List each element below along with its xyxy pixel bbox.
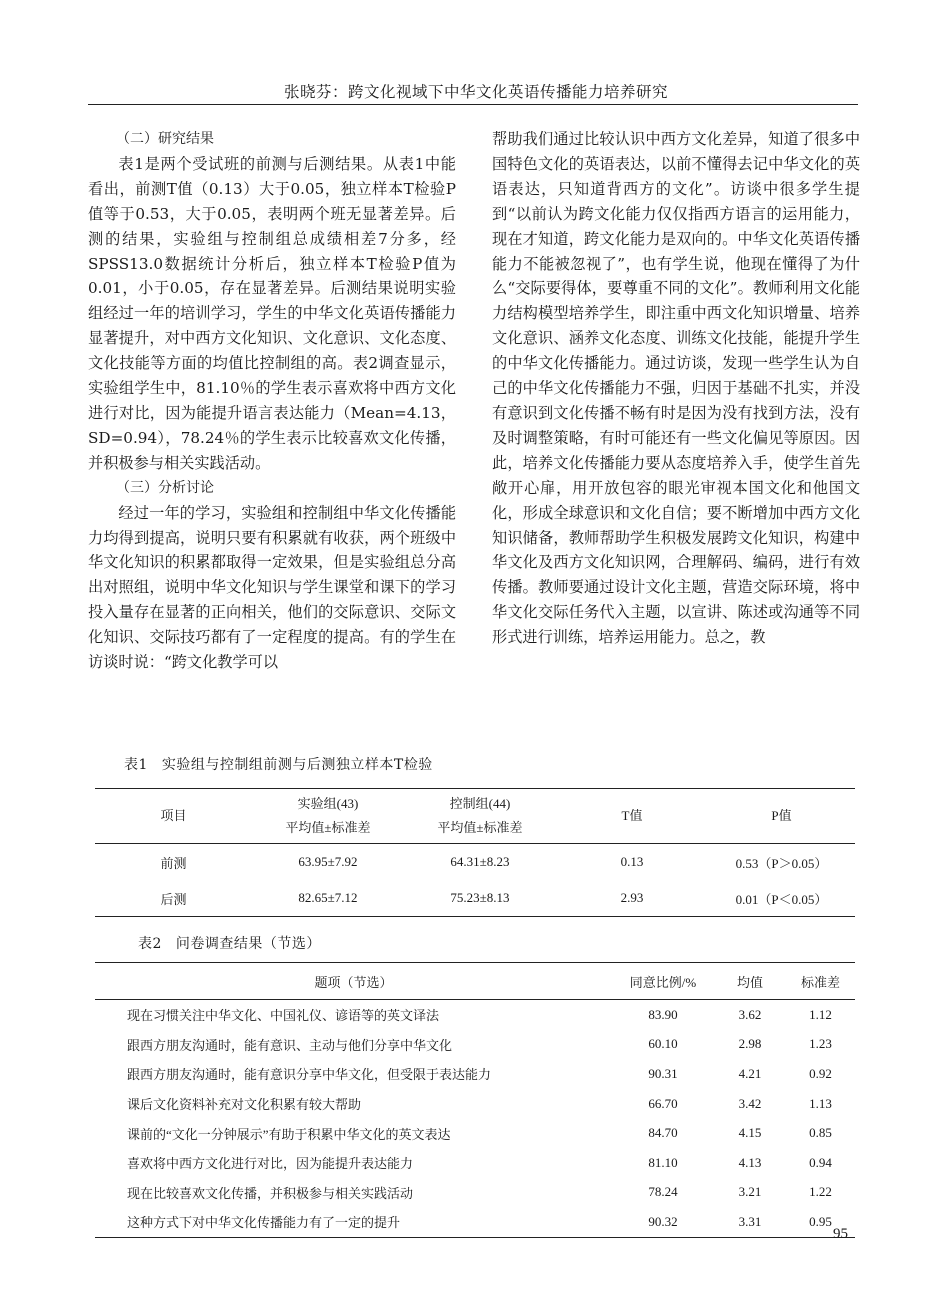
table2-cell-sd: 0.94 (809, 1154, 832, 1170)
header-rule (88, 104, 858, 105)
table2-cell-question: 跟西方朋友沟通时，能有意识、主动与他们分享中华文化 (127, 1037, 453, 1053)
table2-cell-ratio: 90.32 (648, 1213, 678, 1229)
table1-cell-t: 2.93 (620, 890, 644, 905)
table2-header-mean: 均值 (714, 963, 786, 1000)
table2-cell-question: 现在习惯关注中华文化、中国礼仪、谚语等的英文译法 (127, 1008, 440, 1024)
table2-header-question: 题项（节选） (95, 963, 612, 1000)
table2-cell-ratio: 60.10 (648, 1036, 678, 1052)
table2-header-row (95, 963, 855, 1000)
left-column (88, 127, 456, 675)
table2-cell-question: 喜欢将中西方文化进行对比，因为能提升表达能力 (127, 1156, 414, 1172)
table1-cell-exp: 82.65±7.12 (298, 890, 358, 905)
table-row (95, 1000, 855, 1030)
table-row (95, 1059, 855, 1089)
table2-header-ratio: 同意比例/% (612, 963, 714, 1000)
table2-cell-ratio: 84.70 (648, 1125, 678, 1141)
table2-cell-sd: 0.85 (809, 1125, 832, 1141)
table2-cell-mean: 3.62 (738, 1006, 762, 1022)
table1-cell-item: 前测 (160, 855, 187, 871)
table2-header-sd: 标准差 (786, 963, 855, 1000)
table1-header-ctrl-group: 控制组(44) (449, 796, 511, 811)
table-row (95, 1148, 855, 1178)
table1-header-item: 项目 (95, 789, 252, 844)
table-row (95, 844, 855, 881)
continued-paragraph: 帮助我们通过比较认识中西方文化差异，知道了很多中国特色文化的英语表达，以前不懂得去记中华文化的英语表达，只知道背西方的文化”。访谈中很多学生提到“以前认为跨文化能力仅仅指西方语言的运用能力，现在才知道，跨文化能力是双向的。中华文化英语传播能力不能被忽视了”，也有学生说，他现在懂得了为什么“交际要得体，要尊重不同的文化”。教师利用文化能力结构模型培养学生，即注重中西文化知识增量、培养文化意识、涵养文化态度、训练文化技能，能提升学生的中华文化传播能力。通过访谈，发现一些学生认为自己的中华文化传播能力不强，归因于基础不扎实，并没有意识到文化传播不畅有时是因为没有找到方法，没有及时调整策略，有时可能还有一些文化偏见等原因。因此，培养文化传播能力要从态度培养入手，使学生首先敞开心扉，用开放包容的眼光审视本国文化和他国文化，形成全球意识和文化自信；要不断增加中西方文化知识储备，教师帮助学生积极发展跨文化知识，构建中华文化及西方文化知识网，合理解码、编码，进行有效传播。教师要通过设计文化主题，营造交际环境，将中华文化交际任务代入主题，以宣讲、陈述或沟通等不同形式进行训练，培养运用能力。总之，教 (492, 130, 860, 647)
right-column (492, 127, 860, 650)
table2-cell-question: 现在比较喜欢文化传播，并积极参与相关实践活动 (127, 1185, 414, 1201)
table1-header-p: P值 (708, 789, 855, 844)
table1-header-t: T值 (556, 789, 708, 844)
table1-cell-exp: 63.95±7.92 (298, 854, 358, 869)
table1-header-ctrl-sub: 平均值±标准差 (437, 820, 523, 835)
table1 (95, 788, 855, 917)
table1-header-ctrl (404, 789, 556, 844)
running-header: 张晓芬：跨文化视域下中华文化英语传播能力培养研究 (283, 83, 668, 101)
table2-cell-mean: 4.13 (738, 1154, 762, 1170)
table2-cell-mean: 3.31 (738, 1213, 762, 1229)
table2-cell-question: 课前的“文化一分钟展示”有助于积累中华文化的英文表达 (127, 1126, 451, 1142)
table2-cell-question: 课后文化资料补充对文化积累有较大帮助 (127, 1097, 362, 1113)
table2-cell-question: 这种方式下对中华文化传播能力有了一定的提升 (127, 1215, 401, 1231)
table1-caption-number: 表1 (124, 757, 148, 773)
table2-cell-mean: 4.21 (738, 1065, 762, 1081)
table2-cell-sd: 0.95 (809, 1213, 832, 1229)
section-results-heading: （二）研究结果 (116, 131, 214, 147)
table2-cell-sd: 0.92 (809, 1065, 832, 1081)
table-row (95, 1118, 855, 1148)
table2 (95, 962, 855, 1238)
table1-cell-ctrl: 64.31±8.23 (450, 854, 510, 869)
table2-cell-mean: 2.98 (738, 1036, 762, 1052)
table2-caption-text: 问卷调查结果（节选） (175, 936, 321, 952)
table2-cell-sd: 1.12 (809, 1006, 832, 1022)
table2-cell-sd: 1.23 (809, 1036, 832, 1052)
table-row (95, 880, 855, 917)
table2-cell-ratio: 66.70 (648, 1095, 678, 1111)
table2-cell-ratio: 90.31 (648, 1065, 678, 1081)
table2-cell-mean: 3.21 (738, 1184, 762, 1200)
table2-cell-question: 跟西方朋友沟通时，能有意识分享中华文化，但受限于表达能力 (127, 1067, 492, 1083)
table2-cell-sd: 1.13 (809, 1095, 832, 1111)
table2-cell-ratio: 78.24 (648, 1184, 678, 1200)
table1-cell-p: 0.53（P＞0.05） (735, 855, 828, 871)
table1-header-exp-sub: 平均值±标准差 (285, 820, 371, 835)
table-row (95, 1089, 855, 1119)
table1-cell-p: 0.01（P＜0.05） (735, 891, 828, 907)
page-number: 95 (833, 1226, 848, 1242)
table2-cell-sd: 1.22 (809, 1184, 832, 1200)
table-row (95, 1178, 855, 1208)
table1-cell-t: 0.13 (620, 854, 644, 869)
table2-cell-ratio: 81.10 (648, 1154, 678, 1170)
table1-header-exp (252, 789, 404, 844)
table1-caption-text: 实验组与控制组前测与后测独立样本T检验 (161, 757, 433, 773)
table2-cell-mean: 3.42 (738, 1095, 762, 1111)
table-row (95, 1207, 855, 1237)
table1-header-row (95, 789, 855, 844)
table1-cell-item: 后测 (160, 891, 187, 907)
table2-cell-mean: 4.15 (738, 1125, 762, 1141)
table1-cell-ctrl: 75.23±8.13 (450, 890, 510, 905)
discussion-paragraph: 经过一年的学习，实验组和控制组中华文化传播能力均得到提高，说明只要有积累就有收获，两个班级中华文化知识的积累都取得一定效果，但是实验组总分高出对照组，说明中华文化知识与学生课堂和课下的学习投入量存在显著的正向相关，他们的交际意识、交际文化知识、交际技巧都有了一定程度的提高。有的学生在访谈时说：“跨文化教学可以 (88, 503, 456, 672)
table2-cell-ratio: 83.90 (648, 1006, 678, 1022)
table1-caption (124, 754, 433, 774)
section-discussion-heading: （三）分析讨论 (116, 479, 214, 496)
table1-header-exp-group: 实验组(43) (297, 796, 359, 811)
table2-caption-number: 表2 (138, 936, 162, 952)
results-paragraph: 表1是两个受试班的前测与后测结果。从表1中能看出，前测T值（0.13）大于0.05，独立样本T检验P值等于0.53，大于0.05，表明两个班无显著差异。后测的结果，实验组与控制组总成绩相差7分多，经SPSS13.0数据统计分析后，独立样本T检验P值为0.01，小于0.05，存在显著差异。后测结果说明实验组经过一年的培训学习，学生的中华文化英语传播能力显著提升，对中西方文化知识、文化意识、文化态度、文化技能等方面的均值比控制组的高。表2调查显示，实验组学生中，81.10％的学生表示喜欢将中西方文化进行对比，因为能提升语言表达能力（Mean=4.13，SD=0.94），78.24％的学生表示比较喜欢文化传播，并积极参与相关实践活动。 (88, 154, 456, 472)
table-row (95, 1030, 855, 1060)
table2-caption (138, 933, 321, 953)
